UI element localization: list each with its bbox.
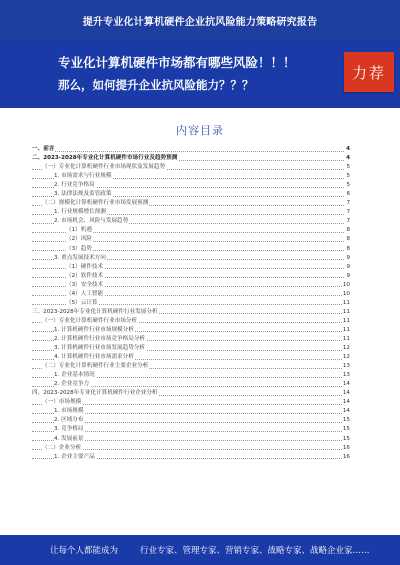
toc-entry-label: （2）软件技术: [66, 272, 104, 279]
toc-entry[interactable]: [32, 317, 350, 326]
toc-entry-label: 1. 市场需求与行业规模: [54, 173, 112, 180]
toc-entry-page: 4: [346, 155, 350, 162]
toc-entry-page: 14: [342, 390, 350, 397]
toc-entry-page: 11: [342, 308, 350, 315]
toc-entry-page: 6: [346, 191, 350, 198]
toc-entry-label: 1. 企业主要产品: [54, 453, 95, 460]
footer-slogan: 让每个人都能成为: [50, 546, 119, 556]
toc-entry-label: （3）趋势: [66, 245, 92, 252]
report-title: 提升专业化计算机硬件企业抗风险能力策略研究报告: [82, 16, 318, 28]
toc-entry-page: 11: [342, 317, 350, 324]
toc-entry-page: 13: [342, 363, 350, 370]
toc-entry[interactable]: [32, 380, 350, 389]
toc-entry-page: 14: [342, 381, 350, 388]
toc-entry[interactable]: [32, 263, 350, 272]
toc-entry[interactable]: [32, 226, 350, 235]
toc-entry-label: （一）专业化计算机硬件行业市场分析: [42, 317, 138, 324]
toc-entry-page: 16: [342, 453, 350, 460]
toc-entry-label: （一）市场规模: [42, 399, 82, 406]
toc-entry-label: 2. 市场机会、风险与发展趋势: [54, 218, 129, 225]
toc-entry-label: 3. 竞争格局: [54, 426, 84, 433]
footer-roles: 行业专家、管理专家、营销专家、战略专家、战略企业家……: [140, 546, 370, 556]
toc-leader-dots: [32, 151, 350, 152]
toc-entry-label: 2. 行业竞争格局: [54, 182, 95, 189]
promo-banner: [0, 40, 400, 108]
toc-entry-label: 1. 企业基本情况: [54, 372, 95, 379]
toc-entry-page: 15: [342, 435, 350, 442]
toc-entry-page: 16: [342, 444, 350, 451]
toc-entry[interactable]: [32, 281, 350, 290]
toc-entry-label: （二）企业分析: [42, 444, 82, 451]
toc-entry-label: （1）硬件技术: [66, 263, 104, 270]
toc-entry-page: 11: [342, 299, 350, 306]
toc-entry[interactable]: [32, 163, 350, 172]
toc-entry[interactable]: [32, 444, 350, 453]
toc-entry-label: 2. 计算机硬件行业市场竞争格局分析: [54, 335, 146, 342]
toc-entry-page: 7: [346, 200, 350, 207]
toc-entry[interactable]: [32, 326, 350, 335]
toc-entry[interactable]: [32, 389, 350, 398]
toc-entry[interactable]: [32, 145, 350, 154]
toc-entry[interactable]: [32, 172, 350, 181]
toc-entry[interactable]: [32, 272, 350, 281]
toc-entry-page: 8: [346, 236, 350, 243]
toc-entry-page: 9: [346, 272, 350, 279]
toc-entry-page: 7: [346, 209, 350, 216]
toc-entry-label: （2）风险: [66, 236, 92, 243]
toc-entry-label: 2. 区域分布: [54, 417, 84, 424]
toc-entry[interactable]: [32, 435, 350, 444]
toc-entry-page: 13: [342, 372, 350, 379]
toc-entry-page: 14: [342, 408, 350, 415]
toc-entry-page: 12: [342, 354, 350, 361]
banner-headline: 专业化计算机硬件市场都有哪些风险！！！: [58, 55, 296, 70]
toc-entry-label: （二）专业化计算机硬件行业主要企业分析: [42, 363, 149, 370]
toc-entry-label: 3. 重点发展技术方向: [54, 254, 106, 261]
toc-entry[interactable]: [32, 254, 350, 263]
toc-entry[interactable]: [32, 416, 350, 425]
table-of-contents: [32, 145, 350, 462]
toc-entry-page: 15: [342, 417, 350, 424]
toc-entry-label: 2. 企业竞争力: [54, 381, 90, 388]
toc-entry[interactable]: [32, 190, 350, 199]
toc-entry-page: 12: [342, 345, 350, 352]
toc-entry[interactable]: [32, 208, 350, 217]
toc-entry-page: 10: [342, 290, 350, 297]
recommend-badge: 力荐: [344, 52, 394, 92]
toc-entry-label: （4）人工智能: [66, 290, 104, 297]
toc-entry-page: 5: [346, 173, 350, 180]
toc-entry[interactable]: [32, 181, 350, 190]
toc-entry-page: 5: [346, 164, 350, 171]
toc-entry-page: 11: [342, 335, 350, 342]
toc-entry[interactable]: [32, 199, 350, 208]
toc-entry-label: （二）规模化计算机硬件行业市场发展预测: [42, 200, 149, 207]
toc-entry-page: 9: [346, 254, 350, 261]
toc-entry[interactable]: [32, 398, 350, 407]
toc-entry-label: 4. 发展前景: [54, 435, 84, 442]
toc-entry[interactable]: [32, 407, 350, 416]
toc-entry[interactable]: [32, 344, 350, 353]
toc-entry-page: 7: [346, 218, 350, 225]
toc-entry[interactable]: [32, 299, 350, 308]
toc-entry-label: （一）专业化计算机硬件行业市场现状及发展趋势: [42, 164, 166, 171]
toc-entry-label: 3. 计算机硬件行业市场发展趋势分析: [54, 345, 146, 352]
toc-entry-page: 8: [346, 227, 350, 234]
toc-entry-label: （1）机遇: [66, 227, 92, 234]
toc-entry-page: 5: [346, 182, 350, 189]
toc-entry-label: 二、2023-2028年专业化计算机硬件市场行业及趋势预测: [32, 155, 178, 162]
toc-entry[interactable]: [32, 154, 350, 163]
report-header: [0, 0, 400, 40]
toc-entry[interactable]: [32, 371, 350, 380]
toc-entry-page: 10: [342, 281, 350, 288]
toc-entry-label: 1. 行业规模增长预测: [54, 209, 106, 216]
toc-entry-page: 14: [342, 399, 350, 406]
toc-entry-page: 11: [342, 326, 350, 333]
toc-entry-label: 3. 法律法规及监管政策: [54, 191, 112, 198]
toc-entry-page: 8: [346, 245, 350, 252]
toc-entry[interactable]: [32, 335, 350, 344]
footer-bar: [0, 535, 400, 565]
toc-entry[interactable]: [32, 290, 350, 299]
toc-entry[interactable]: [32, 425, 350, 434]
toc-entry[interactable]: [32, 235, 350, 244]
toc-entry-page: 9: [346, 263, 350, 270]
toc-heading: 内容目录: [176, 124, 224, 137]
toc-entry[interactable]: [32, 453, 350, 462]
toc-entry-page: 15: [342, 426, 350, 433]
toc-entry-label: 1. 市场规模: [54, 408, 84, 415]
toc-entry-label: 1. 计算机硬件行业市场规模分析: [54, 326, 134, 333]
toc-entry[interactable]: [32, 362, 350, 371]
toc-entry-page: 4: [346, 146, 350, 152]
toc-entry-label: 四、2023-2028年专业化计算机硬件行业企业分析: [32, 390, 158, 397]
toc-entry-label: 三、2023-2028年专业化计算机硬件行业发展分析: [32, 308, 158, 315]
toc-entry-label: （3）安全技术: [66, 281, 104, 288]
toc-entry[interactable]: [32, 217, 350, 226]
toc-entry[interactable]: [32, 245, 350, 254]
toc-entry-label: （5）云计算: [66, 299, 98, 306]
toc-entry-label: 一、前言: [32, 146, 55, 152]
toc-entry[interactable]: [32, 308, 350, 317]
banner-subheadline: 那么，如何提升企业抗风险能力？？？: [58, 78, 254, 92]
toc-entry-label: 4. 计算机硬件行业市场需求分析: [54, 354, 134, 361]
toc-entry[interactable]: [32, 353, 350, 362]
